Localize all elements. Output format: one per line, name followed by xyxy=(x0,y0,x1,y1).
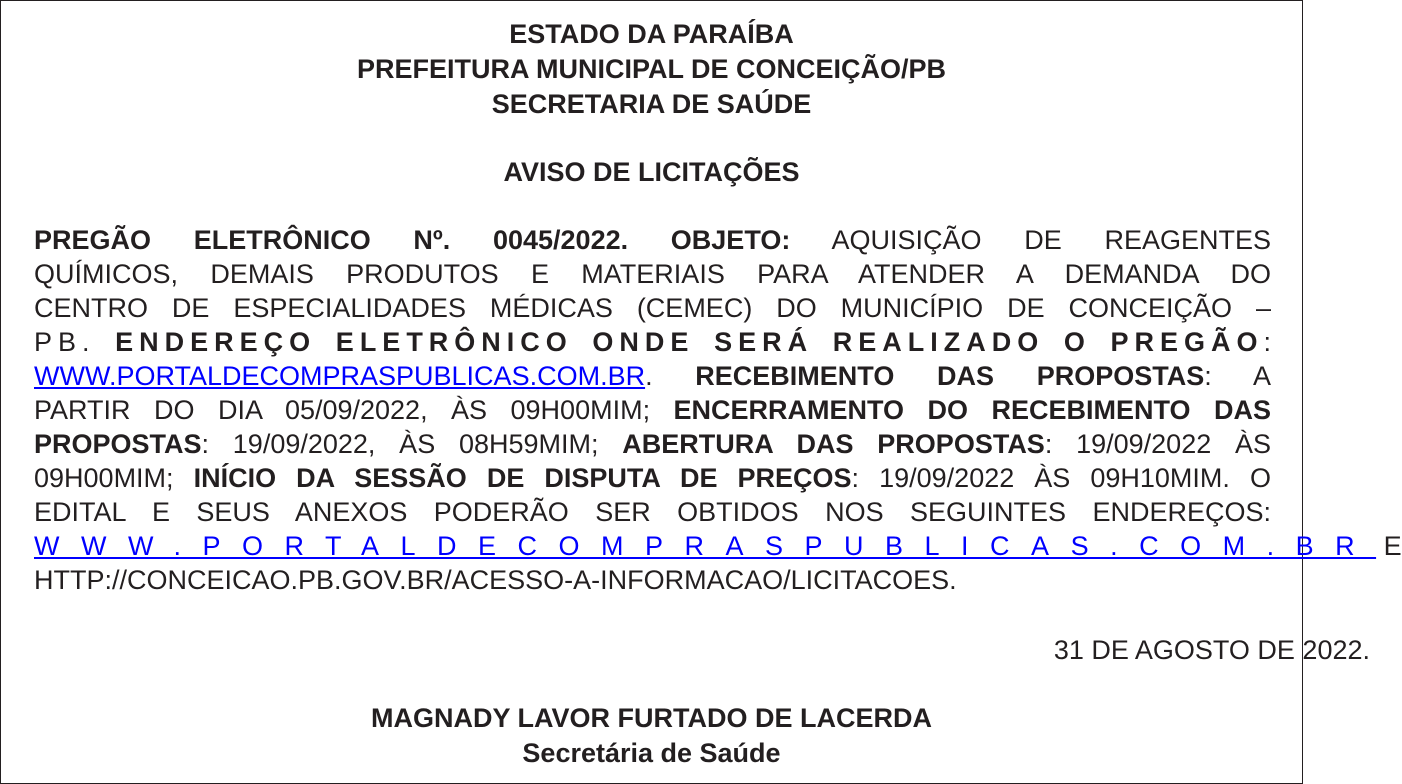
notice-line xyxy=(34,427,1271,461)
department-heading: SECRETARIA DE SAÚDE xyxy=(491,89,812,119)
signatory-name: MAGNADY LAVOR FURTADO DE LACERDA xyxy=(371,703,932,733)
notice-text: ENCERRAMENTO DO RECEBIMENTO DAS xyxy=(673,395,1271,425)
notice-line xyxy=(34,529,1402,563)
notice-text: : A xyxy=(1204,361,1271,391)
notice-text: PREGÃO ELETRÔNICO Nº. 0045/2022. OBJETO: xyxy=(34,225,791,255)
signatory-role: Secretária de Saúde xyxy=(522,738,781,768)
notice-text: EDITAL E SEUS ANEXOS PODERÃO SER OBTIDOS NOS SEGUINTES ENDEREÇOS: xyxy=(34,497,1271,527)
portal-link[interactable]: WWW.PORTALDECOMPRASPUBLICAS.COM.BR xyxy=(34,531,1377,561)
notice-text: E xyxy=(1376,531,1402,561)
notice-text: : 19/09/2022, ÀS 08H59MIM; xyxy=(201,429,623,459)
notice-line xyxy=(34,393,1271,427)
notice-text: AQUISIÇÃO DE REAGENTES xyxy=(790,225,1271,255)
notice-line xyxy=(34,223,1271,257)
prefecture-heading: PREFEITURA MUNICIPAL DE CONCEIÇÃO/PB xyxy=(356,54,947,84)
notice-line xyxy=(34,325,1271,359)
notice-text: 09H00MIM; xyxy=(34,463,194,493)
notice-body xyxy=(34,223,1402,597)
notice-line xyxy=(34,291,1271,325)
notice-text: : 19/09/2022 ÀS xyxy=(1044,429,1271,459)
notice-text: HTTP://CONCEICAO.PB.GOV.BR/ACESSO-A-INFORMACAO/LICITACOES. xyxy=(34,565,957,595)
notice-line xyxy=(34,563,1271,597)
notice-text: PROPOSTAS xyxy=(34,429,202,459)
notice-text: PB. xyxy=(34,327,116,357)
notice-text: . xyxy=(645,361,696,391)
notice-text: RECEBIMENTO DAS PROPOSTAS xyxy=(695,361,1205,391)
state-heading: ESTADO DA PARAÍBA xyxy=(509,19,794,49)
notice-title: AVISO DE LICITAÇÕES xyxy=(503,157,800,187)
notice-text: ABERTURA DAS PROPOSTAS xyxy=(622,429,1045,459)
notice-text: CENTRO DE ESPECIALIDADES MÉDICAS (CEMEC) DO MUNICÍPIO DE CONCEIÇÃO – xyxy=(34,293,1271,323)
notice-line xyxy=(34,461,1271,495)
notice-text: : xyxy=(1263,327,1271,357)
notice-text: QUÍMICOS, DEMAIS PRODUTOS E MATERIAIS PARA ATENDER A DEMANDA DO xyxy=(34,259,1271,289)
notice-text: : 19/09/2022 ÀS 09H10MIM. O xyxy=(851,463,1271,493)
notice-line xyxy=(34,495,1271,529)
notice-text: ENDEREÇO ELETRÔNICO ONDE SERÁ REALIZADO O PREGÃO xyxy=(115,327,1264,357)
notice-line xyxy=(34,257,1271,291)
notice-line xyxy=(34,359,1271,393)
notice-text: PARTIR DO DIA 05/09/2022, ÀS 09H00MIM; xyxy=(34,395,674,425)
notice-date: 31 DE AGOSTO DE 2022. xyxy=(1053,635,1370,665)
portal-link[interactable]: WWW.PORTALDECOMPRASPUBLICAS.COM.BR xyxy=(34,361,646,391)
notice-text: INÍCIO DA SESSÃO DE DISPUTA DE PREÇOS xyxy=(193,463,852,493)
